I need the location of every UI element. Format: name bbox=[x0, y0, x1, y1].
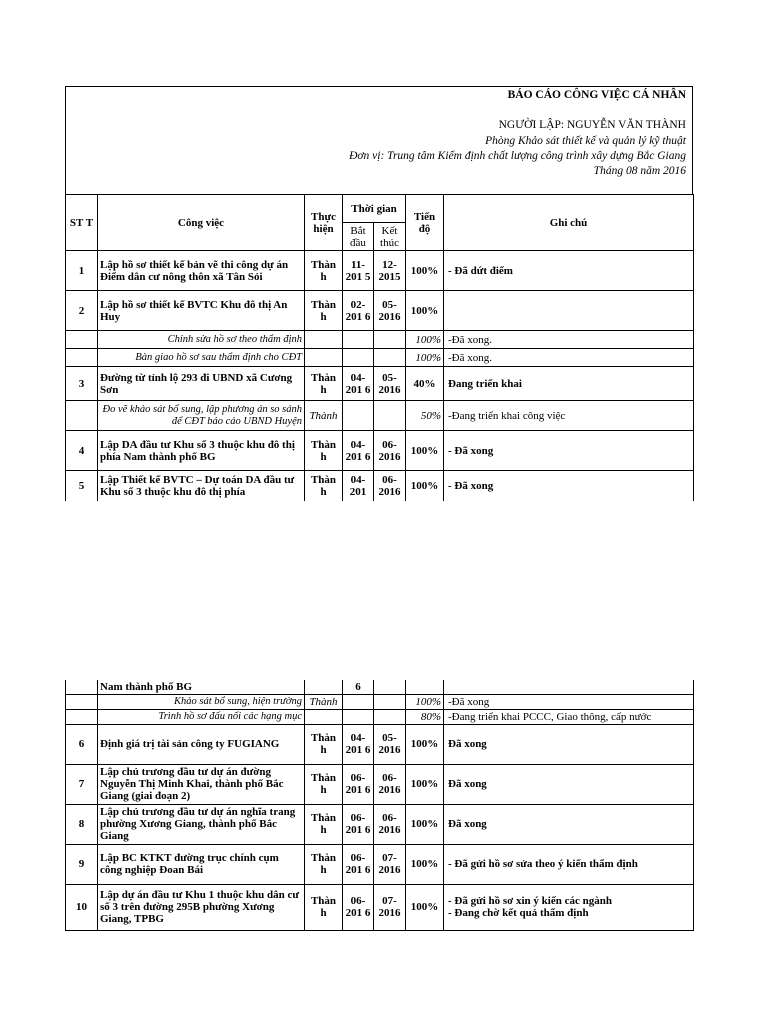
note-cell bbox=[444, 804, 694, 844]
note-cell bbox=[444, 367, 694, 401]
report-header bbox=[65, 86, 693, 194]
note-cell bbox=[444, 884, 694, 930]
table-row bbox=[66, 431, 694, 471]
report-table-page1 bbox=[65, 194, 694, 501]
task-cell: Lập BC KTKT đường trục chính cụm công nghiệp Đoan Bái bbox=[98, 844, 305, 884]
progress-cell bbox=[406, 680, 444, 694]
task-cell: Lập Thiết kế BVTC – Dự toán DA đầu tư Khu số 3 thuộc khu đô thị phía bbox=[98, 471, 305, 501]
note-cell bbox=[444, 764, 694, 804]
note-cell bbox=[444, 844, 694, 884]
table-row bbox=[66, 680, 694, 694]
table-row bbox=[66, 844, 694, 884]
task-cell: Lập DA đầu tư Khu số 3 thuộc khu đô thị phía Nam thành phố BG bbox=[98, 431, 305, 471]
note-cell bbox=[444, 291, 694, 331]
task-cell: Lập hồ sơ thiết kế bản vẽ thi công dự án Điểm dân cư nông thôn xã Tân Sỏi bbox=[98, 251, 305, 291]
note-cell: -Đã xong. bbox=[444, 349, 694, 367]
executor-cell: Thành bbox=[305, 694, 343, 709]
note-line: Đang triển khai bbox=[448, 377, 522, 390]
task-cell: Lập chủ trương đầu tư dự án đường Nguyễn Thị Minh Khai, thành phố Bắc Giang (giai đoạn 2) bbox=[98, 764, 305, 804]
start-cell: 6 bbox=[343, 680, 374, 694]
col-header-task: Công việc bbox=[98, 195, 305, 251]
end-cell: 05- 2016 bbox=[374, 291, 406, 331]
progress-cell: 100% bbox=[406, 764, 444, 804]
stt-cell: 2 bbox=[66, 291, 98, 331]
stt-cell bbox=[66, 349, 98, 367]
stt-cell: 4 bbox=[66, 431, 98, 471]
end-cell: 06- 2016 bbox=[374, 471, 406, 501]
stt-cell: 9 bbox=[66, 844, 98, 884]
table-row bbox=[66, 724, 694, 764]
progress-cell: 100% bbox=[406, 431, 444, 471]
table-row bbox=[66, 251, 694, 291]
executor-cell: Thàn h bbox=[305, 431, 343, 471]
task-cell: Lập dự án đầu tư Khu 1 thuộc khu dân cư số 3 trên đường 295B phường Xương Giang, TPBG bbox=[98, 884, 305, 930]
stt-cell: 7 bbox=[66, 764, 98, 804]
executor-cell: Thàn h bbox=[305, 251, 343, 291]
executor-cell bbox=[305, 680, 343, 694]
report-title: BÁO CÁO CÔNG VIỆC CÁ NHÂN bbox=[507, 89, 686, 101]
stt-cell bbox=[66, 401, 98, 431]
col-header-time: Thời gian bbox=[343, 195, 406, 223]
table-row bbox=[66, 804, 694, 844]
subtask-row bbox=[66, 349, 694, 367]
subtask-row bbox=[66, 331, 694, 349]
progress-cell: 100% bbox=[406, 804, 444, 844]
task-cell: Chỉnh sửa hồ sơ theo thẩm định bbox=[98, 331, 305, 349]
note-cell bbox=[444, 431, 694, 471]
col-header-progress: Tiến độ bbox=[406, 195, 444, 251]
executor-cell: Thàn h bbox=[305, 764, 343, 804]
stt-cell bbox=[66, 331, 98, 349]
start-cell: 02- 201 6 bbox=[343, 291, 374, 331]
start-cell bbox=[343, 349, 374, 367]
table-body-page2 bbox=[66, 680, 694, 930]
executor-cell: Thàn h bbox=[305, 291, 343, 331]
end-cell: 06- 2016 bbox=[374, 764, 406, 804]
start-cell bbox=[343, 709, 374, 724]
note-line: - Đã gửi hồ sơ sửa theo ý kiến thẩm định bbox=[448, 858, 638, 870]
start-cell bbox=[343, 331, 374, 349]
report-unit: Đơn vị: Trung tâm Kiểm định chất lượng công trình xây dựng Bắc Giang bbox=[349, 150, 686, 162]
task-cell: Trình hồ sơ đấu nối các hạng mục bbox=[98, 709, 305, 724]
end-cell bbox=[374, 680, 406, 694]
stt-cell bbox=[66, 709, 98, 724]
col-header-end: Kết thúc bbox=[374, 223, 406, 251]
start-cell: 04- 201 6 bbox=[343, 431, 374, 471]
progress-cell: 100% bbox=[406, 349, 444, 367]
table-row bbox=[66, 471, 694, 501]
note-line: - Đã xong bbox=[448, 444, 494, 457]
note-cell bbox=[444, 680, 694, 694]
report-month: Tháng 08 năm 2016 bbox=[593, 165, 686, 177]
note-cell: -Đang triển khai công việc bbox=[444, 401, 694, 431]
table-body-page1 bbox=[66, 251, 694, 501]
start-cell: 04- 201 6 bbox=[343, 724, 374, 764]
note-line: - Đã gửi hồ sơ xin ý kiến các ngành bbox=[448, 895, 612, 907]
task-cell: Khảo sát bổ sung, hiện trường bbox=[98, 694, 305, 709]
end-cell: 07- 2016 bbox=[374, 844, 406, 884]
stt-cell: 10 bbox=[66, 884, 98, 930]
progress-cell: 50% bbox=[406, 401, 444, 431]
progress-cell: 100% bbox=[406, 331, 444, 349]
start-cell: 06- 201 6 bbox=[343, 804, 374, 844]
end-cell: 05- 2016 bbox=[374, 367, 406, 401]
executor-cell: Thàn h bbox=[305, 804, 343, 844]
progress-cell: 100% bbox=[406, 471, 444, 501]
report-author: NGƯỜI LẬP: NGUYỄN VĂN THÀNH bbox=[498, 119, 686, 131]
stt-cell: 5 bbox=[66, 471, 98, 501]
executor-cell: Thàn h bbox=[305, 471, 343, 501]
end-cell bbox=[374, 694, 406, 709]
task-cell: Định giá trị tài sản công ty FUGIANG bbox=[98, 724, 305, 764]
task-cell: Đo vẽ khảo sát bổ sung, lập phương án so sánh để CĐT báo cáo UBND Huyện bbox=[98, 401, 305, 431]
end-cell: 06- 2016 bbox=[374, 804, 406, 844]
executor-cell bbox=[305, 709, 343, 724]
table-row bbox=[66, 764, 694, 804]
start-cell bbox=[343, 401, 374, 431]
note-cell: -Đang triển khai PCCC, Giao thông, cấp nước bbox=[444, 709, 694, 724]
start-cell: 04- 201 bbox=[343, 471, 374, 501]
progress-cell: 100% bbox=[406, 724, 444, 764]
start-cell: 06- 201 6 bbox=[343, 844, 374, 884]
executor-cell: Thành bbox=[305, 401, 343, 431]
progress-cell: 80% bbox=[406, 709, 444, 724]
executor-cell bbox=[305, 349, 343, 367]
table-row bbox=[66, 367, 694, 401]
progress-cell: 100% bbox=[406, 844, 444, 884]
end-cell: 07- 2016 bbox=[374, 884, 406, 930]
note-cell bbox=[444, 471, 694, 501]
task-cell: Lập chủ trương đầu tư dự án nghĩa trang phường Xương Giang, thành phố Bắc Giang bbox=[98, 804, 305, 844]
end-cell bbox=[374, 349, 406, 367]
report-department: Phòng Khảo sát thiết kế và quản lý kỹ thuật bbox=[485, 135, 686, 147]
table-row bbox=[66, 884, 694, 930]
stt-cell: 1 bbox=[66, 251, 98, 291]
table-row bbox=[66, 291, 694, 331]
end-cell: 06- 2016 bbox=[374, 431, 406, 471]
report-table-page2 bbox=[65, 680, 694, 931]
progress-cell: 40% bbox=[406, 367, 444, 401]
stt-cell bbox=[66, 694, 98, 709]
col-header-executor: Thực hiện bbox=[305, 195, 343, 251]
progress-cell: 100% bbox=[406, 884, 444, 930]
start-cell bbox=[343, 694, 374, 709]
note-line: Đã xong bbox=[448, 738, 487, 750]
note-cell: -Đã xong bbox=[444, 694, 694, 709]
progress-cell: 100% bbox=[406, 694, 444, 709]
executor-cell: Thàn h bbox=[305, 724, 343, 764]
progress-cell: 100% bbox=[406, 291, 444, 331]
start-cell: 06- 201 6 bbox=[343, 884, 374, 930]
progress-cell: 100% bbox=[406, 251, 444, 291]
stt-cell: 3 bbox=[66, 367, 98, 401]
note-line: Đã xong bbox=[448, 778, 487, 790]
end-cell bbox=[374, 331, 406, 349]
note-cell bbox=[444, 724, 694, 764]
subtask-row bbox=[66, 401, 694, 431]
note-line: - Đã dứt điểm bbox=[448, 264, 513, 277]
end-cell bbox=[374, 709, 406, 724]
note-line: Đã xong bbox=[448, 818, 487, 830]
task-cell: Đường từ tỉnh lộ 293 đi UBND xã Cương Sơn bbox=[98, 367, 305, 401]
note-line: - Đã xong bbox=[448, 479, 494, 492]
end-cell bbox=[374, 401, 406, 431]
col-header-stt: ST T bbox=[66, 195, 98, 251]
start-cell: 06- 201 6 bbox=[343, 764, 374, 804]
end-cell: 05- 2016 bbox=[374, 724, 406, 764]
task-cell: Bàn giao hồ sơ sau thẩm định cho CĐT bbox=[98, 349, 305, 367]
note-cell: -Đã xong. bbox=[444, 331, 694, 349]
task-cell: Lập hồ sơ thiết kế BVTC Khu đô thị An Huy bbox=[98, 291, 305, 331]
subtask-row bbox=[66, 694, 694, 709]
stt-cell: 6 bbox=[66, 724, 98, 764]
note-cell bbox=[444, 251, 694, 291]
executor-cell bbox=[305, 331, 343, 349]
subtask-row bbox=[66, 709, 694, 724]
note-line: - Đang chờ kết quả thẩm định bbox=[448, 907, 589, 919]
executor-cell: Thàn h bbox=[305, 884, 343, 930]
table-header-row bbox=[66, 195, 694, 223]
start-cell: 04- 201 6 bbox=[343, 367, 374, 401]
col-header-start: Bắt đầu bbox=[343, 223, 374, 251]
col-header-note: Ghi chú bbox=[444, 195, 694, 251]
start-cell: 11- 201 5 bbox=[343, 251, 374, 291]
executor-cell: Thàn h bbox=[305, 367, 343, 401]
stt-cell: 8 bbox=[66, 804, 98, 844]
executor-cell: Thàn h bbox=[305, 844, 343, 884]
end-cell: 12- 2015 bbox=[374, 251, 406, 291]
stt-cell bbox=[66, 680, 98, 694]
task-cell: Nam thành phố BG bbox=[98, 680, 305, 694]
